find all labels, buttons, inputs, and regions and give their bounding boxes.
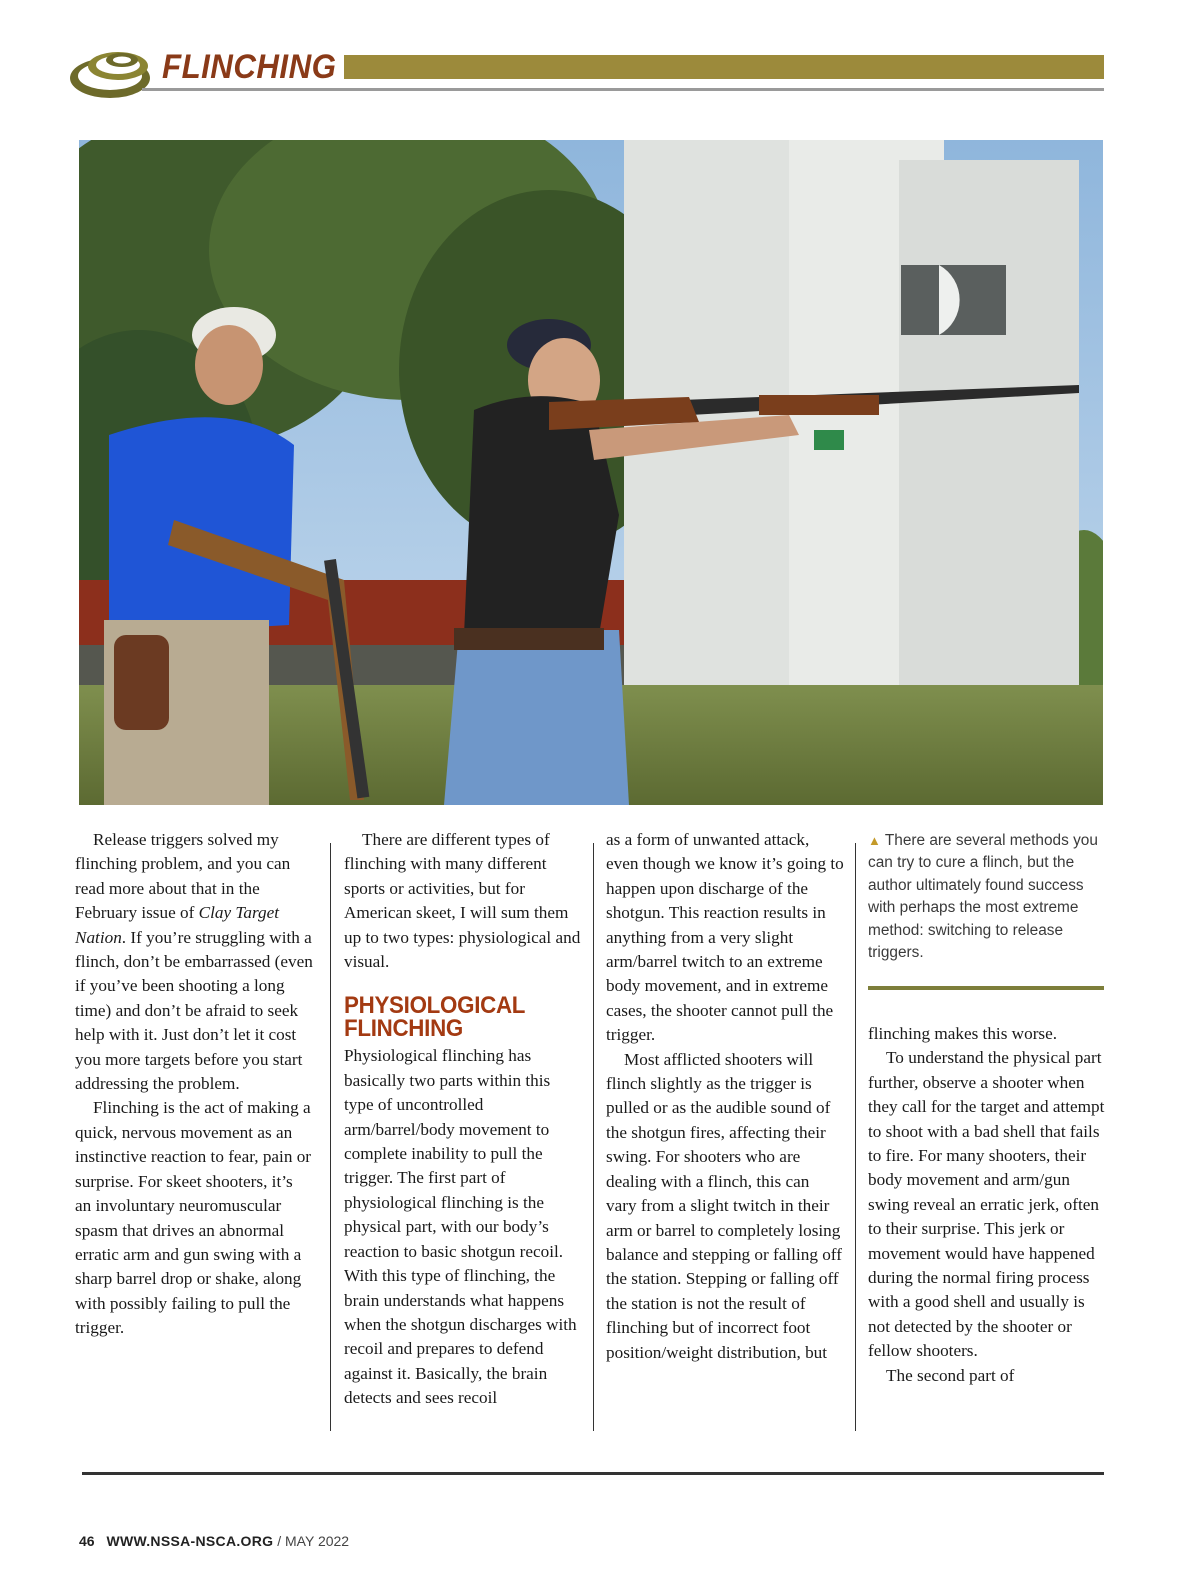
clay-target-logo-icon: [66, 40, 158, 104]
column-divider: [330, 843, 331, 1431]
paragraph: There are different types of flinching with many different sports or activities, but for American skeet, I will sum them up to two types: physiological and visual.: [344, 830, 581, 972]
section-title: FLINCHING: [162, 48, 337, 86]
paragraph: Release triggers solved my flinching problem, and you can read more about that in the February issue of Clay Target Nation. If you’re struggling with a flinch, don’t be embarrassed (even if you’ve been shooting a long time) and don’t be afraid to seek help with it. Just don’t let it cost you more targets before you start addressing the problem.: [75, 830, 313, 1094]
photo-caption: [868, 830, 1104, 964]
paragraph: Physiological flinching has basically two parts within this type of uncontrolled arm/barrel/body movement to complete inability to pull the trigger. The first part of physiological flinching is the physical part, with our body’s reaction to basic shotgun recoil. With this type of flinching, the brain understands what happens when the shotgun discharges with recoil and prepares to defend against it. Basically, the brain detects and sees recoil: [344, 1046, 577, 1408]
body-column-3: [606, 828, 844, 1365]
issue-date: / MAY 2022: [277, 1533, 350, 1549]
paragraph: Flinching is the act of making a quick, nervous movement as an instinctive reaction to fear, pain or surprise. For skeet shooters, it’s an involuntary neuromuscular spasm that drives an abnormal erratic arm and gun swing with a sharp barrel drop or shake, along with possibly failing to pull the trigger.: [75, 1098, 312, 1338]
caption-text: There are several methods you can try to cure a flinch, but the author ultimately found success with perhaps the most extreme method: switching to release triggers.: [868, 832, 1098, 962]
two-skeet-shooters-photo: [79, 140, 1103, 805]
body-column-4: [868, 1022, 1106, 1388]
paragraph: To understand the physical part further, observe a shooter when they call for the target and attempt to shoot with a bad shell that fails to fire. For many shooters, their body movement and arm/gun swing reveal an erratic jerk, often to their surprise. This jerk or movement would have happened during the normal firing process with a good shell and usually is not detected by the shooter or fellow shooters.: [868, 1048, 1105, 1361]
website-link[interactable]: WWW.NSSA-NSCA.ORG: [106, 1533, 274, 1549]
paragraph: flinching makes this worse.: [868, 1024, 1058, 1043]
page-number: 46: [79, 1533, 95, 1549]
header-accent-bar: [344, 55, 1104, 79]
paragraph: as a form of unwanted attack, even though we know it’s going to happen upon discharge of the shotgun. This reaction results in anything from a very slight arm/barrel twitch to an extreme body movement, and in extreme cases, the shooter cannot pull the trigger.: [606, 830, 844, 1045]
paragraph: The second part of: [886, 1365, 1015, 1385]
page-header: [60, 38, 1110, 108]
page-footer: [79, 1533, 349, 1549]
paragraph: Most afflicted shooters will flinch slightly as the trigger is pulled or as the audible sound of the shotgun fires, affecting their swing. For shooters who are dealing with a flinch, this can vary from a slight twitch in their arm or barrel to completely losing balance and stepping or falling off the station. Stepping or falling off the station is not the result of flinching but of incorrect foot position/weight distribution, but: [606, 1049, 842, 1362]
magazine-title: Clay Target Nation: [75, 903, 280, 947]
subheading: PHYSIOLOGICAL FLINCHING: [344, 992, 525, 1043]
feature-photo: [79, 140, 1103, 805]
header-rule: [142, 88, 1104, 91]
footer-rule: [82, 1472, 1104, 1475]
caption-triangle-icon: ▲: [868, 833, 881, 848]
caption-rule: [868, 986, 1104, 990]
body-column-1: [75, 828, 313, 1341]
column-divider: [855, 843, 856, 1431]
column-divider: [593, 843, 594, 1431]
body-column-2: [344, 828, 582, 1411]
